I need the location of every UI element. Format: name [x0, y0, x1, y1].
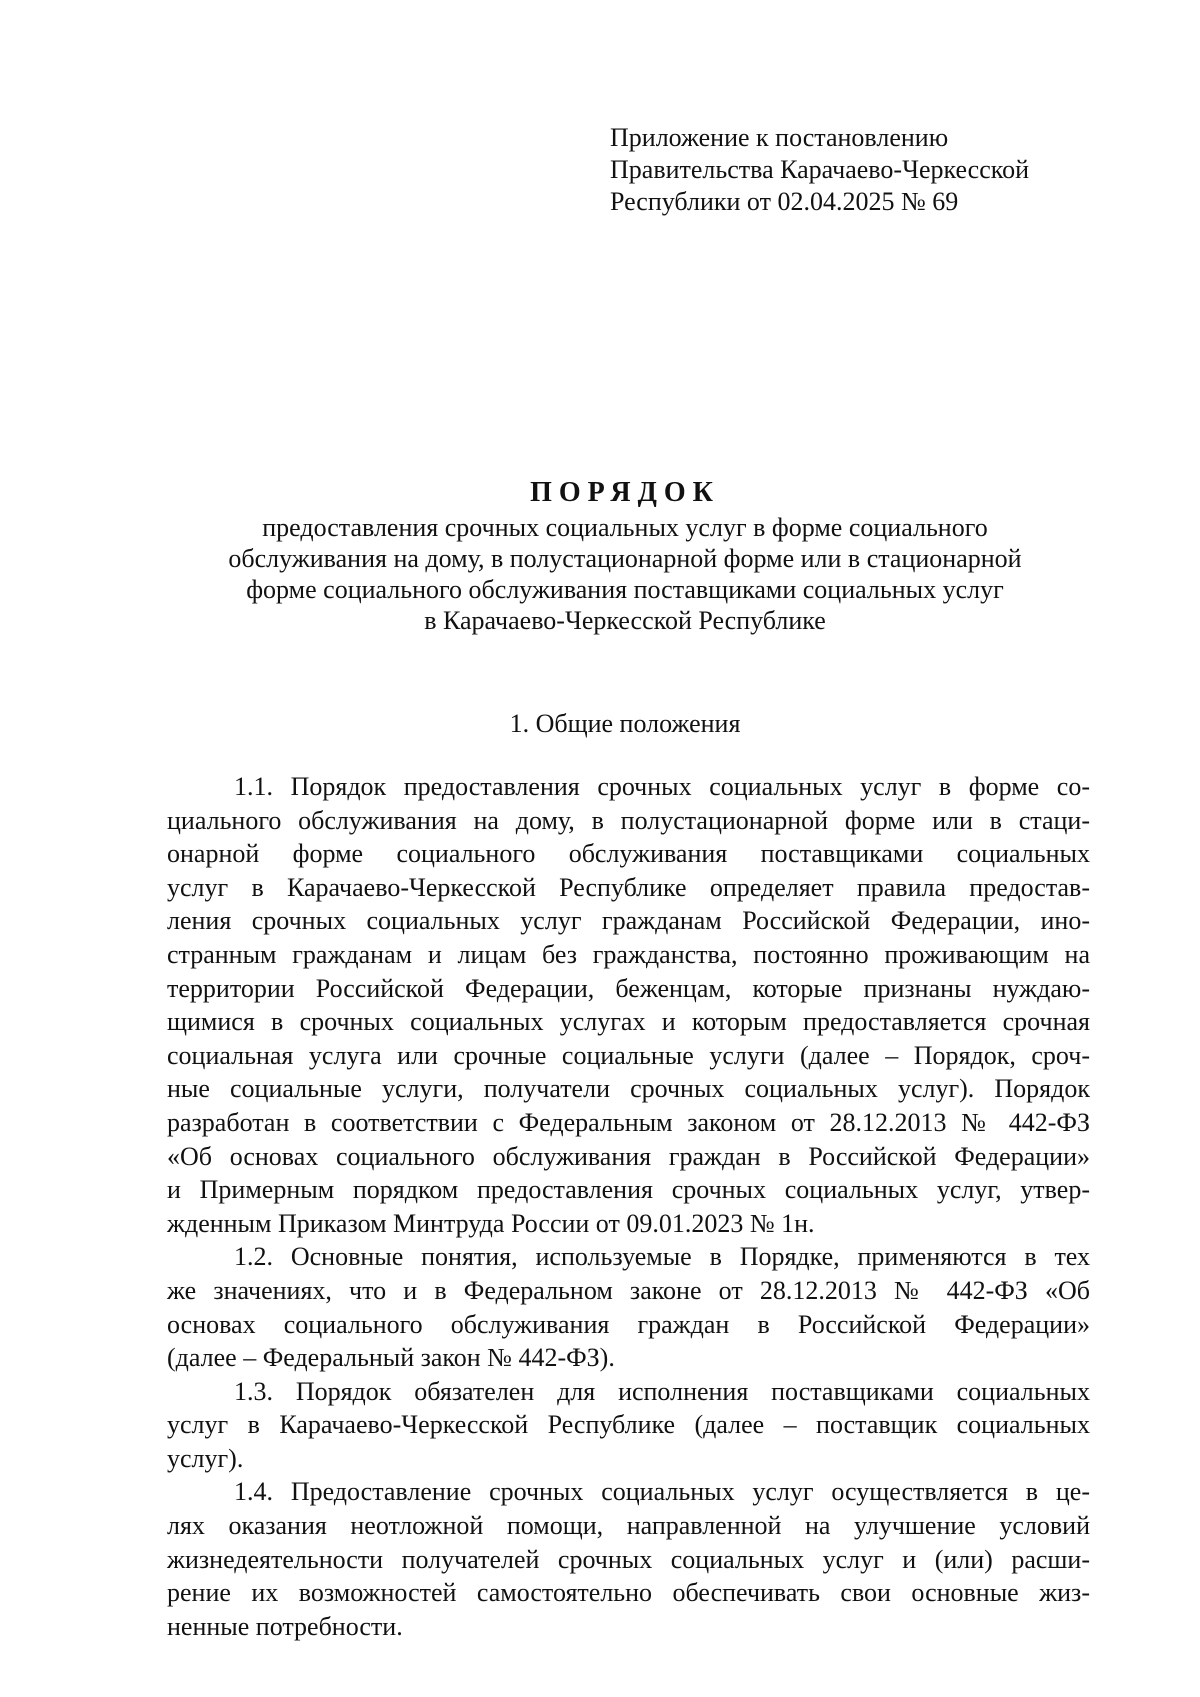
paragraph-1-1-line: ные социальные услуги, получатели срочных социальных услуг). Порядок — [167, 1074, 1090, 1104]
paragraph-1-1-line: жденным Приказом Минтруда России от 09.01.2023 № 1н. — [167, 1208, 815, 1238]
paragraph-1-1-line: щимися в срочных социальных услугах и которым предоставляется срочная — [167, 1007, 1090, 1037]
paragraph-1-3-line: 1.3. Порядок обязателен для исполнения поставщиками социальных — [234, 1376, 1090, 1406]
appendix-note — [610, 122, 1150, 218]
paragraph-1-2-line: 1.2. Основные понятия, используемые в Порядке, применяются в тех — [234, 1242, 1090, 1272]
subtitle-line: обслуживания на дому, в полустационарной форме или в стационарной — [228, 544, 1022, 573]
section-heading: 1. Общие положения — [509, 709, 741, 738]
paragraph-1-1-line: 1.1. Порядок предоставления срочных социальных услуг в форме со- — [234, 772, 1090, 801]
paragraph-1-4-line: лях оказания неотложной помощи, направленной на улучшение условий — [167, 1511, 1090, 1541]
paragraph-1-4-line: ненные потребности. — [167, 1611, 403, 1641]
paragraph-1-4-line: рение их возможностей самостоятельно обеспечивать свои основные жиз- — [167, 1578, 1090, 1608]
subtitle-line: предоставления срочных социальных услуг в форме социального — [262, 513, 988, 542]
paragraph-1-4-line: 1.4. Предоставление срочных социальных услуг осуществляется в це- — [234, 1477, 1090, 1507]
paragraph-1-1-line: территории Российской Федерации, беженцам, которые признаны нуждаю- — [167, 973, 1090, 1003]
paragraph-1-2-line: же значениях, что и в Федеральном законе от 28.12.2013 № 442-ФЗ «Об — [167, 1275, 1090, 1305]
paragraph-1-1-line: разработан в соответствии с Федеральным законом от 28.12.2013 № 442-ФЗ — [167, 1107, 1090, 1137]
paragraph-1-1-line: социальная услуга или срочные социальные услуги (далее – Порядок, сроч- — [167, 1040, 1090, 1070]
paragraph-1-3-line: услуг). — [167, 1443, 244, 1473]
paragraph-1-1-line: и Примерным порядком предоставления срочных социальных услуг, утвер- — [167, 1175, 1090, 1205]
appendix-line: Правительства Карачаево-Черкесской — [610, 155, 1029, 184]
appendix-line: Республики от 02.04.2025 № 69 — [610, 187, 959, 216]
paragraph-1-1-line: онарной форме социального обслуживания поставщиками социальных — [167, 839, 1090, 869]
title-block — [160, 476, 1090, 636]
subtitle-line: в Карачаево-Черкесской Республике — [424, 606, 826, 635]
subtitle-line: форме социального обслуживания поставщиками социальных услуг — [246, 575, 1004, 604]
document-subtitle — [160, 512, 1090, 636]
body-text — [167, 770, 1090, 1643]
paragraph-1-1-line: циального обслуживания на дому, в полустационарной форме или в стаци- — [167, 805, 1090, 835]
paragraph-1-2-line: (далее – Федеральный закон № 442-ФЗ). — [167, 1343, 615, 1373]
paragraph-1-2-line: основах социального обслуживания граждан в Российской Федерации» — [167, 1309, 1090, 1339]
paragraph-1-1-line: «Об основах социального обслуживания граждан в Российской Федерации» — [167, 1141, 1090, 1171]
paragraph-1-1-line: услуг в Карачаево-Черкесской Республике определяет правила предостав- — [167, 872, 1090, 902]
paragraph-1-1-line: странным гражданам и лицам без гражданства, постоянно проживающим на — [167, 939, 1090, 969]
appendix-line: Приложение к постановлению — [610, 123, 949, 152]
document-title: ПОРЯДОК — [530, 477, 720, 508]
paragraph-1-3-line: услуг в Карачаево-Черкесской Республике (далее – поставщик социальных — [167, 1410, 1090, 1440]
paragraph-1-4-line: жизнедеятельности получателей срочных социальных услуг и (или) расши- — [167, 1544, 1090, 1574]
paragraph-1-1-line: ления срочных социальных услуг гражданам Российской Федерации, ино- — [167, 906, 1090, 936]
